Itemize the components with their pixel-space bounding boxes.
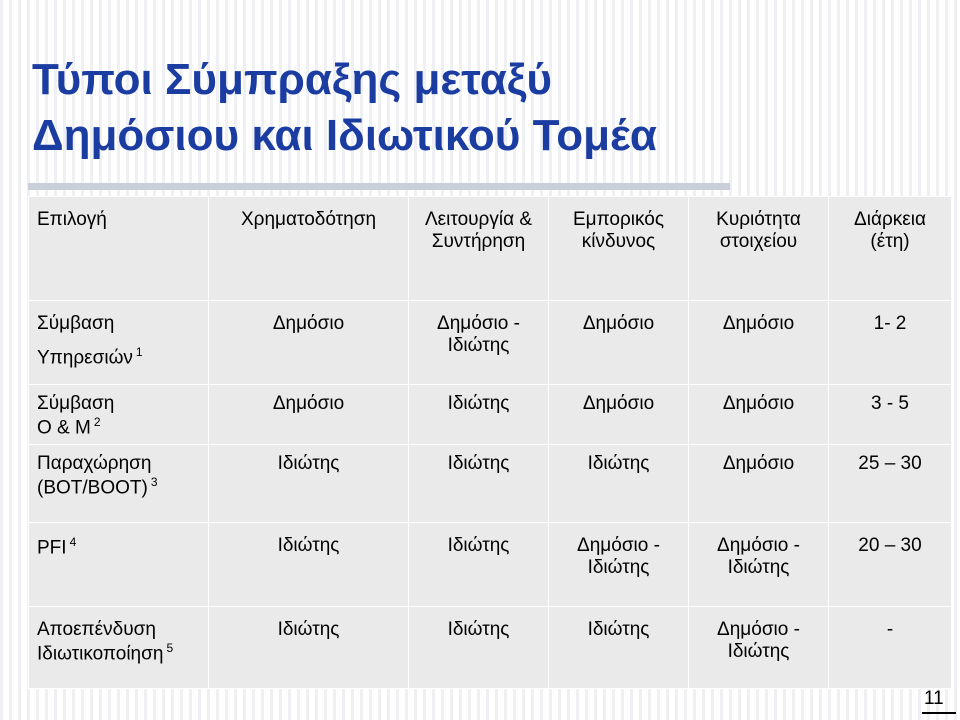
row-label: Παραχώρηση (BOT/BOOT) $^3$: [29, 445, 209, 523]
table-cell: Δημόσιο: [689, 301, 829, 385]
table-cell: Δημόσιο: [549, 385, 689, 445]
ppp-types-table: [28, 196, 952, 689]
table-cell: Δημόσιο - Ιδιώτης: [549, 523, 689, 607]
table-cell: Ιδιώτης: [209, 445, 409, 523]
table-row: [29, 523, 952, 607]
table-row: [29, 385, 952, 445]
title-line-2: Δημόσιου και Ιδιωτικού Τομέα: [32, 111, 657, 160]
row-label: Σύμβαση O & M $^2$: [29, 385, 209, 445]
table-cell: Ιδιώτης: [549, 445, 689, 523]
table-cell: Ιδιώτης: [549, 607, 689, 689]
table-cell: Ιδιώτης: [409, 523, 549, 607]
header-cell-commercial-risk: Εμπορικός κίνδυνος: [549, 197, 689, 301]
table-cell: Ιδιώτης: [209, 523, 409, 607]
table-cell: Ιδιώτης: [209, 607, 409, 689]
table-cell: Δημόσιο - Ιδιώτης: [689, 523, 829, 607]
table-header-row: [29, 197, 952, 301]
table-cell: Δημόσιο - Ιδιώτης: [409, 301, 549, 385]
row-label: Αποεπένδυση Ιδιωτικοποίηση $^5$: [29, 607, 209, 689]
table-row: [29, 445, 952, 523]
table-cell: Δημόσιο: [209, 301, 409, 385]
header-cell-financing: Χρηματοδότηση: [209, 197, 409, 301]
table-cell: Δημόσιο: [689, 385, 829, 445]
page-number-underline: [922, 712, 956, 714]
header-cell-ownership: Κυριότητα στοιχείου: [689, 197, 829, 301]
header-cell-option: Επιλογή: [29, 197, 209, 301]
title-underline: [28, 183, 730, 190]
row-label: PFI $^4$: [29, 523, 209, 607]
slide-title: [32, 52, 932, 164]
title-line-1: Τύποι Σύμπραξης μεταξύ: [32, 55, 552, 104]
table-row: [29, 607, 952, 689]
row-label: Σύμβαση Υπηρεσιών $^1$: [29, 301, 209, 385]
table-cell: 1- 2: [829, 301, 952, 385]
table-cell: 3 - 5: [829, 385, 952, 445]
header-cell-operation: Λειτουργία & Συντήρηση: [409, 197, 549, 301]
table-cell: Δημόσιο: [549, 301, 689, 385]
table-cell: Δημόσιο: [689, 445, 829, 523]
table-cell: Ιδιώτης: [409, 445, 549, 523]
table-cell: 25 – 30: [829, 445, 952, 523]
header-cell-duration: Διάρκεια (έτη): [829, 197, 952, 301]
page-number: 11: [924, 688, 944, 709]
table-row: [29, 301, 952, 385]
table-cell: Ιδιώτης: [409, 607, 549, 689]
table-cell: Δημόσιο - Ιδιώτης: [689, 607, 829, 689]
table-cell: 20 – 30: [829, 523, 952, 607]
table-cell: -: [829, 607, 952, 689]
table-cell: Ιδιώτης: [409, 385, 549, 445]
table-cell: Δημόσιο: [209, 385, 409, 445]
